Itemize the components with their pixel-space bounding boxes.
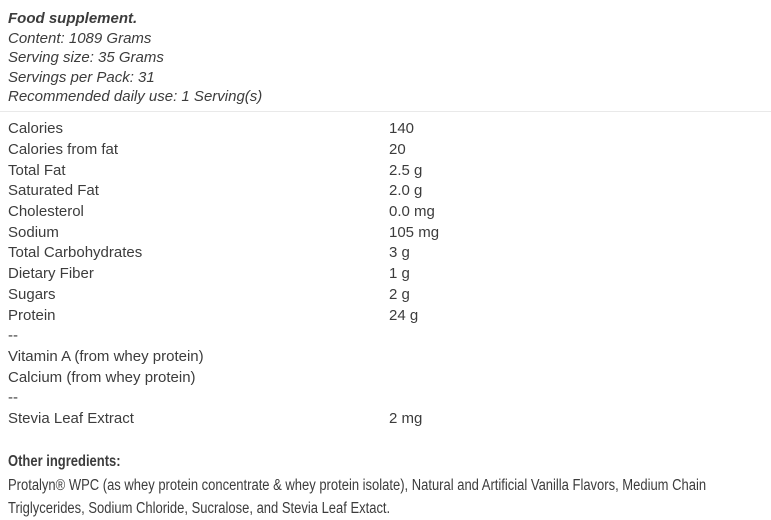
row-value: 2 mg [389, 410, 423, 428]
row-value: 24 g [389, 306, 419, 324]
row-value [389, 347, 771, 368]
row-value: 140 [389, 120, 415, 138]
row-value: 20 [389, 140, 406, 158]
other-ingredients-section [8, 453, 771, 520]
row-value: 2.5 g [389, 161, 423, 179]
table-row [8, 223, 771, 244]
table-row [8, 140, 771, 161]
table-row [8, 347, 771, 368]
row-label: Stevia Leaf Extract [8, 410, 134, 428]
row-value: 0.0 mg [389, 203, 435, 220]
table-row [8, 306, 771, 327]
servings-per-pack-line: Servings per Pack: 31 [8, 68, 155, 86]
row-label: Calories [8, 120, 64, 138]
header-divider [0, 111, 771, 112]
nutrition-table [8, 119, 771, 430]
row-value: 2.0 g [389, 182, 423, 200]
row-value [389, 326, 771, 347]
table-row [8, 119, 771, 140]
header-block [8, 8, 771, 106]
row-label: Total Fat [8, 161, 66, 179]
row-label: -- [8, 327, 18, 345]
row-label: Vitamin A (from whey protein) [8, 347, 204, 365]
table-row [8, 243, 771, 264]
row-label: Protein [8, 306, 56, 324]
row-label: Calories from fat [8, 140, 119, 158]
table-row [8, 326, 771, 347]
row-value: 3 g [389, 244, 410, 262]
table-row [8, 202, 771, 223]
row-value [389, 388, 771, 409]
recommended-use-line: Recommended daily use: 1 Serving(s) [8, 87, 263, 105]
table-row [8, 264, 771, 285]
row-label: Total Carbohydrates [8, 244, 143, 262]
row-label: Saturated Fat [8, 182, 99, 200]
row-value: 2 g [389, 285, 410, 303]
row-label: Sodium [8, 223, 59, 241]
row-label: Calcium (from whey protein) [8, 368, 196, 386]
page-title: Food supplement. [8, 10, 138, 27]
row-value: 105 mg [389, 223, 440, 241]
row-value: 1 g [389, 265, 410, 283]
row-label: Cholesterol [8, 203, 84, 220]
row-value [389, 368, 771, 389]
other-ingredients-heading: Other ingredients: [8, 452, 121, 470]
row-label: -- [8, 389, 18, 407]
table-row [8, 285, 771, 306]
content-line: Content: 1089 Grams [8, 30, 152, 47]
table-row [8, 388, 771, 409]
table-row [8, 161, 771, 182]
table-row [8, 368, 771, 389]
other-ingredients-text: Protalyn® WPC (as whey protein concentrate & whey protein isolate), Natural and Artificial Vanilla Flavors, Medium Chain Triglycerides, Sodium Chloride, Sucralose, and Stevia Leaf Extact. [8, 476, 707, 517]
row-label: Sugars [8, 285, 56, 303]
table-row [8, 181, 771, 202]
table-row [8, 409, 771, 430]
serving-size-line: Serving size: 35 Grams [8, 49, 164, 67]
row-label: Dietary Fiber [8, 265, 94, 283]
